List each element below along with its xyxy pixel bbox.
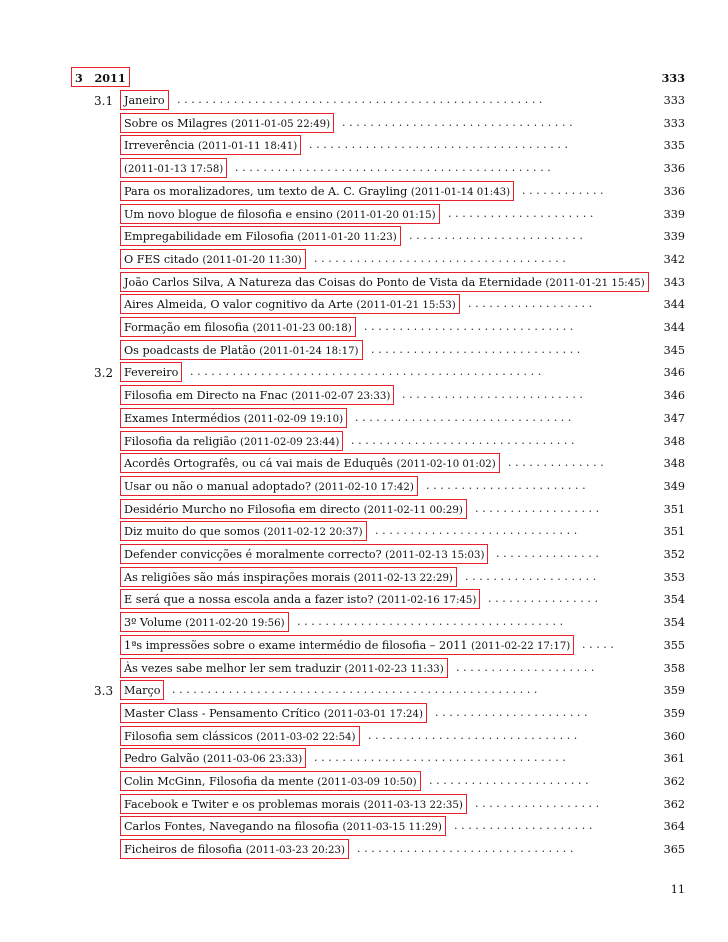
entry-timestamp: (2011-03-23 20:23) [245,845,345,857]
dot-leader: ................ [488,592,602,606]
toc-page-number: 364 [663,820,685,834]
dot-leader: .............................. [364,320,577,333]
entry-timestamp: (2011-03-02 22:54) [256,731,356,743]
toc-page-number: 343 [663,275,685,289]
toc-entry-row [0,158,728,180]
section-number: 3.1 [94,94,114,108]
toc-page-number: 354 [663,593,685,607]
entry-title: 3º Volume [124,616,182,630]
toc-entry-link[interactable] [120,521,367,541]
entry-title: Ficheiros de filosofia [124,843,243,857]
entry-timestamp: (2011-02-13 22:29) [353,572,453,584]
toc-page-number: 360 [663,729,685,743]
toc-entry-row [0,748,728,770]
dot-leader: .............. [508,456,608,470]
entry-timestamp: (2011-01-21 15:53) [356,300,456,312]
entry-title: João Carlos Silva, A Natureza das Coisas do Ponto de Vista da Eternidade [124,275,542,289]
toc-entry-row [0,521,728,543]
toc-entry-link[interactable] [120,272,649,292]
toc-page-number: 359 [663,706,685,720]
entry-timestamp: (2011-01-21 15:45) [545,277,645,289]
toc-page-number: 353 [663,570,685,584]
toc-entry-row [0,340,728,362]
toc-entry-link[interactable] [120,158,227,178]
toc-entry-link[interactable] [120,476,418,496]
toc-page-number: 347 [663,411,685,425]
toc-page-number: 358 [663,661,685,675]
toc-page-number: 362 [663,797,685,811]
toc-entry-row [0,544,728,566]
entry-title: Desidério Murcho no Filosofia em directo [124,502,360,516]
toc-entry-link[interactable] [120,499,467,519]
toc-entry-row [0,635,728,657]
toc-entry-link[interactable] [120,839,349,859]
dot-leader: .................................... [314,751,570,765]
toc-entry-row [0,204,728,226]
dot-leader: ............................................. [235,161,555,175]
toc-page-number: 355 [663,638,685,652]
dot-leader: ............... [496,547,603,560]
toc-page-number: 361 [663,752,685,766]
toc-page-number: 362 [663,775,685,788]
toc-page-number: 351 [663,525,685,539]
toc-entry-row [0,385,728,407]
entry-timestamp: (2011-01-20 01:15) [336,209,436,221]
dot-leader: ............................... [355,410,575,424]
dot-leader: ..................... [448,206,598,220]
toc-entry-link[interactable] [120,544,488,564]
toc-page-number: 335 [663,139,685,153]
dot-leader: ....................... [429,774,593,787]
toc-entry-row [0,135,728,157]
dot-leader: .................... [456,660,598,674]
entry-timestamp: (2011-03-06 23:33) [202,754,303,766]
entry-title: Empregabilidade em Filosofia [124,230,294,244]
toc-page-number: 344 [663,321,685,334]
entry-title: Usar ou não o manual adoptado? [124,479,311,493]
entry-title: Exames Intermédios [124,411,241,425]
entry-timestamp: (2011-02-07 23:33) [291,391,391,403]
toc-entry-row [0,816,728,838]
entry-title: Filosofia sem clássicos [124,729,253,743]
dot-leader: ............................. [375,524,581,538]
toc-page-number: 342 [663,252,685,266]
section-title: Janeiro [124,94,165,107]
toc-chapter-link[interactable] [71,67,130,87]
toc-entry-row [0,431,728,453]
toc-entry-link[interactable] [120,635,574,655]
toc-entry-link[interactable] [120,726,360,746]
entry-title: Carlos Fontes, Navegando na filosofia [124,820,339,834]
dot-leader: .................................................... [172,683,542,697]
toc-entry-link[interactable] [120,453,500,473]
toc-section-link[interactable] [120,362,182,382]
toc-page-number: 359 [663,684,685,698]
toc-entry-link[interactable] [120,204,440,224]
toc-page-number: 346 [663,389,685,403]
toc-entry-link[interactable] [120,294,460,314]
toc-entry-row [0,408,728,430]
toc-entry-row [0,726,728,748]
toc-page-number: 349 [663,479,685,493]
toc-page-number: 352 [663,548,685,561]
chapter-number: 3 [75,71,83,85]
dot-leader: .................. [468,297,596,311]
toc-entry-link[interactable] [120,794,467,814]
section-number: 3.3 [94,684,114,699]
toc-section-link[interactable] [120,90,169,110]
toc-page-number: 344 [663,298,685,312]
entry-timestamp: (2011-03-09 10:50) [317,777,417,788]
entry-timestamp: (2011-01-13 17:58) [124,164,224,176]
toc-entry-link[interactable] [120,703,427,723]
page-folio: 11 [670,883,685,896]
toc-entry-row [0,703,728,725]
toc-page-number: 333 [663,94,685,107]
entry-timestamp: (2011-03-01 17:24) [323,708,423,720]
dot-leader: ..... [582,637,618,651]
toc-entry-link[interactable] [120,431,343,451]
dot-leader: ................................ [351,433,579,447]
section-title: Março [124,684,161,698]
toc-entry-row [0,612,728,634]
toc-section-row [0,680,728,702]
entry-title: Master Class - Pensamento Crítico [124,706,321,720]
entry-title: O FES citado [124,252,199,266]
entry-timestamp: (2011-02-11 00:29) [363,504,463,516]
entry-timestamp: (2011-01-23 00:18) [252,323,352,334]
toc-entry-link[interactable] [120,249,306,269]
dot-leader: ................................. [342,115,577,129]
entry-title: Pedro Galvão [124,752,200,766]
toc-entry-link[interactable] [120,658,448,678]
toc-entry-row [0,317,728,339]
entry-timestamp: (2011-02-10 01:02) [396,459,496,471]
toc-page-number: 333 [661,71,685,85]
entry-title: 1ªs impressões sobre o exame intermédio de filosofia – 2011 [124,638,468,652]
entry-title: Defender convicções é moralmente correcto? [124,548,382,561]
toc-entry-row [0,226,728,248]
dot-leader: .......................... [402,388,587,402]
dot-leader: ...................................... [297,615,567,629]
toc-page-number: 346 [663,366,685,380]
toc-entry-link[interactable] [120,340,363,360]
section-number: 3.2 [94,366,114,381]
toc-entry-link[interactable] [120,181,514,201]
dot-leader: .................................... [314,251,570,265]
toc-page-number: 351 [663,502,685,516]
toc-entry-row [0,113,728,135]
toc-entry-link[interactable] [120,816,446,836]
dot-leader: .................................................. [190,365,545,379]
toc-entry-row [0,771,728,793]
entry-timestamp: (2011-02-13 15:03) [385,550,485,561]
entry-timestamp: (2011-01-14 01:43) [410,186,511,198]
toc-section-row [0,90,728,112]
entry-timestamp: (2011-02-09 23:44) [240,436,340,448]
toc-section-row [0,362,728,384]
toc-entry-link[interactable] [120,317,356,337]
entry-timestamp: (2011-03-13 22:35) [363,799,463,811]
entry-timestamp: (2011-02-22 17:17) [471,640,571,652]
toc-entry-row [0,589,728,611]
dot-leader: ......................... [409,229,587,243]
entry-title: Formação em filosofia [124,321,249,334]
entry-title: Os poadcasts de Platão [124,343,256,357]
toc-entry-link[interactable] [120,612,289,632]
toc-entry-link[interactable] [120,408,347,428]
dot-leader: ...................... [435,705,592,719]
toc-entry-row [0,658,728,680]
dot-leader: .............................. [371,342,584,356]
entry-title: Facebook e Twiter e os problemas morais [124,797,361,811]
toc-entry-row [0,272,728,294]
dot-leader: .................. [475,796,603,810]
toc-entry-link[interactable] [120,113,334,133]
toc-page-number: 348 [663,457,685,471]
entry-timestamp: (2011-03-15 11:29) [342,822,442,834]
dot-leader: .................................................... [177,93,547,106]
toc-page-number: 365 [663,843,685,857]
toc-entry-link[interactable] [120,748,306,768]
toc-entry-row [0,476,728,498]
entry-title: Um novo blogue de filosofia e ensino [124,207,333,221]
dot-leader: ................... [465,569,600,583]
dot-leader: ............ [522,183,608,197]
toc-entry-link[interactable] [120,567,457,587]
entry-timestamp: (2011-02-12 20:37) [263,527,363,539]
dot-leader: .............................. [368,728,581,742]
toc-entry-link[interactable] [120,771,421,791]
entry-title: E será que a nossa escola anda a fazer isto? [124,593,374,607]
entry-timestamp: (2011-01-24 18:17) [259,345,359,357]
toc-entry-row [0,181,728,203]
toc-entry-link[interactable] [120,135,301,155]
toc-entry-row [0,294,728,316]
entry-timestamp: (2011-02-16 17:45) [377,595,477,607]
entry-title: Filosofia da religião [124,434,237,448]
toc-entry-row [0,794,728,816]
entry-title: Sobre os Milagres [124,116,228,130]
entry-timestamp: (2011-02-20 19:56) [185,618,285,630]
toc-page-number: 333 [663,116,685,130]
entry-timestamp: (2011-01-11 18:41) [197,141,298,153]
entry-title: Às vezes sabe melhor ler sem traduzir [124,661,341,675]
toc-entry-link[interactable] [120,385,394,405]
toc-page-number: 348 [663,434,685,448]
entry-title: Irreverência [124,139,195,153]
toc-entry-link[interactable] [120,589,480,609]
toc-page-number: 354 [663,616,685,630]
entry-title: As religiões são más inspirações morais [124,570,351,584]
toc-page-number: 339 [663,230,685,244]
entry-title: Para os moralizadores, um texto de A. C. Grayling [124,184,408,198]
toc-entry-row [0,499,728,521]
dot-leader: .................. [475,501,603,515]
dot-leader: ....................... [426,478,590,492]
dot-leader: ..................................... [309,138,572,152]
toc-page-number: 336 [663,162,685,176]
toc-entry-link[interactable] [120,226,401,246]
entry-timestamp: (2011-01-20 11:23) [297,232,397,244]
section-title: Fevereiro [124,366,179,380]
entry-timestamp: (2011-02-10 17:42) [314,481,414,493]
dot-leader: ............................... [357,842,577,856]
entry-title: Filosofia em Directo na Fnac [124,389,288,403]
toc-entry-row [0,453,728,475]
entry-title: Colin McGinn, Filosofia da mente [124,775,314,788]
dot-leader: .................... [454,819,596,833]
toc-entry-row [0,567,728,589]
entry-timestamp: (2011-01-20 11:30) [202,254,302,266]
entry-title: Aires Almeida, O valor cognitivo da Arte [124,298,353,312]
toc-page-number: 336 [663,184,685,198]
toc-section-link[interactable] [120,680,164,700]
toc-page-number: 345 [663,343,685,357]
toc-entry-row [0,839,728,861]
entry-timestamp: (2011-01-05 22:49) [230,118,331,130]
entry-title: Acordês Ortografês, ou cá vai mais de Eduquês [124,457,393,471]
chapter-title: 2011 [94,71,126,85]
toc-entry-row [0,249,728,271]
entry-title: Diz muito do que somos [124,525,260,539]
entry-timestamp: (2011-02-23 11:33) [344,663,444,675]
toc-page-number: 339 [663,207,685,221]
toc-chapter-row [0,67,728,89]
entry-timestamp: (2011-02-09 19:10) [243,413,344,425]
